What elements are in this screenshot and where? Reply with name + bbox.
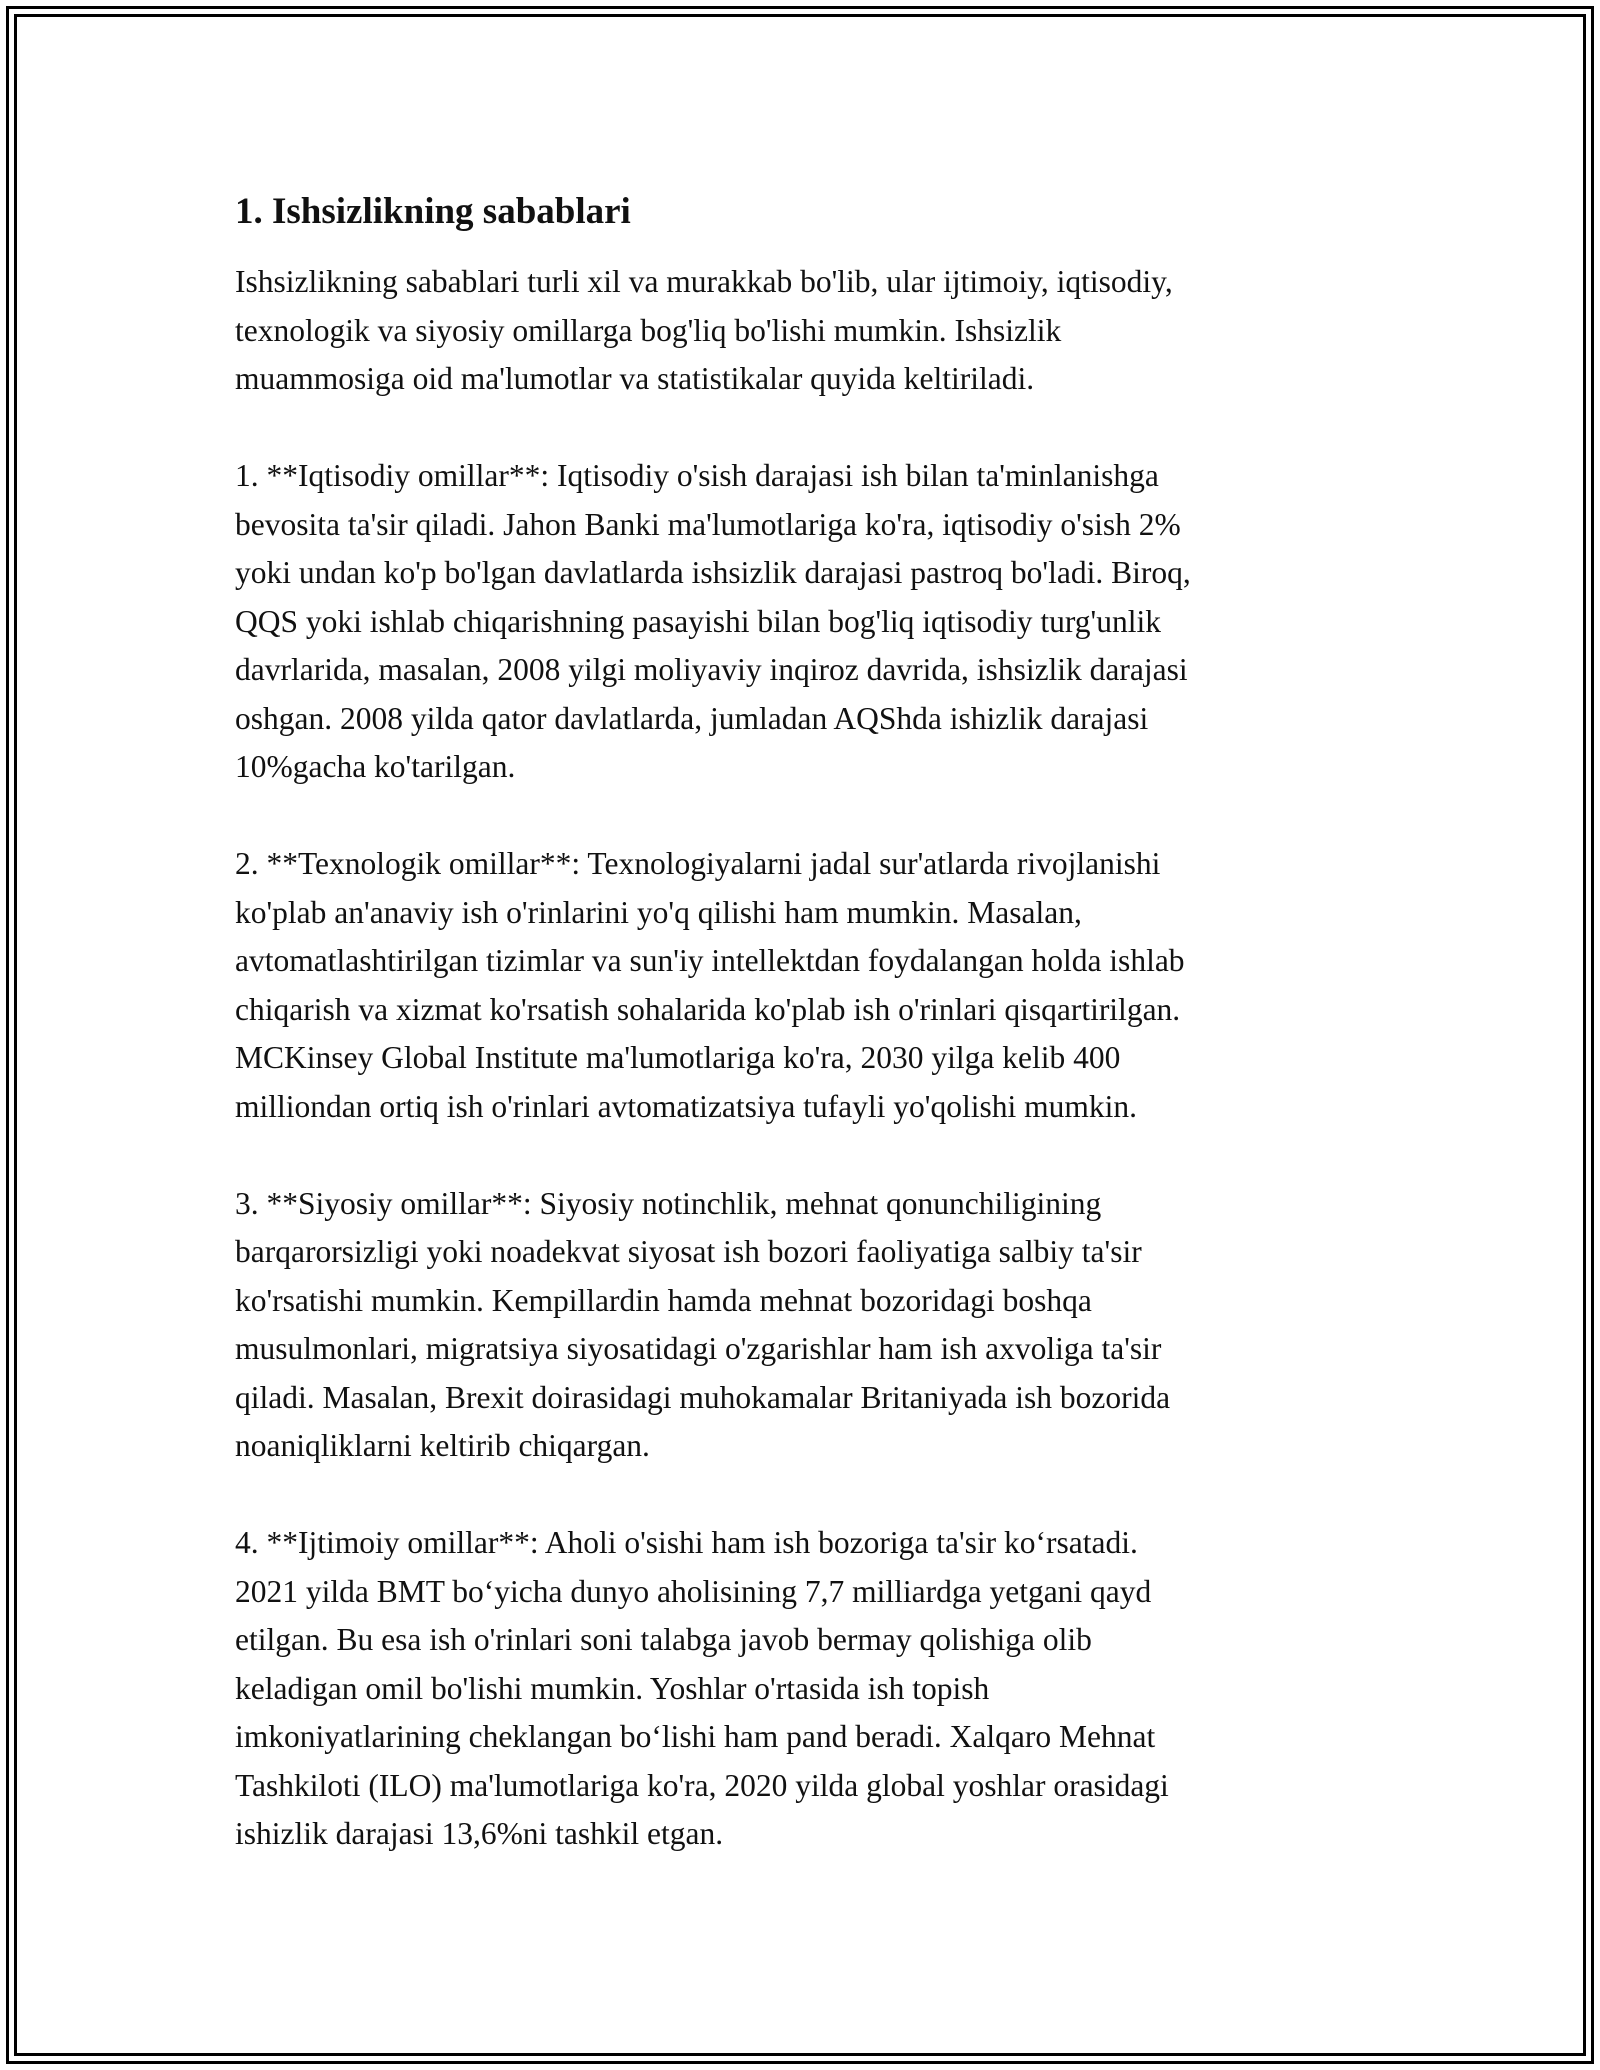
text-line: 1. **Iqtisodiy omillar**: Iqtisodiy o'sish darajasi ish bilan ta'minlanishga: [235, 458, 1159, 493]
text-line: barqarorsizligi yoki noadekvat siyosat ish bozori faoliyatiga salbiy ta'sir: [235, 1234, 1142, 1269]
text-line: QQS yoki ishlab chiqarishning pasayishi bilan bog'liq iqtisodiy turg'unlik: [235, 603, 1161, 639]
text-line: yoki undan ko'p bo'lgan davlatlarda ishsizlik darajasi pastroq bo'ladi. Biroq,: [235, 555, 1191, 590]
text-line: noaniqliklarni keltirib chiqargan.: [235, 1428, 650, 1463]
paragraph-4: [235, 1180, 1375, 1471]
paragraph-list: [235, 258, 1375, 1859]
text-line: etilgan. Bu esa ish o'rinlari soni talabga javob bermay qolishiga olib: [235, 1622, 1092, 1657]
text-line: oshgan. 2008 yilda qator davlatlarda, jumladan AQShda ishizlik darajasi: [235, 700, 1149, 736]
text-line: 2021 yilda BMT bo‘yicha dunyo aholisining 7,7 milliardga yetgani qayd: [235, 1573, 1152, 1609]
text-line: texnologik va siyosiy omillarga bog'liq bo'lishi mumkin. Ishsizlik: [235, 312, 1062, 348]
text-line: ishizlik darajasi 13,6%ni tashkil etgan.: [235, 1816, 724, 1851]
paragraph-1: [235, 258, 1375, 404]
text-line: MCKinsey Global Institute ma'lumotlariga ko'ra, 2030 yilga kelib 400: [235, 1040, 1121, 1075]
paragraph-2: [235, 452, 1375, 792]
paragraph-5: [235, 1519, 1375, 1859]
text-line: milliondan ortiq ish o'rinlari avtomatizatsiya tufayli yo'qolishi mumkin.: [235, 1088, 1137, 1124]
text-line: 4. **Ijtimoiy omillar**: Aholi o'sishi ham ish bozoriga ta'sir ko‘rsatadi.: [235, 1525, 1138, 1560]
text-line: davrlarida, masalan, 2008 yilgi moliyaviy inqiroz davrida, ishsizlik darajasi: [235, 652, 1188, 687]
text-line: musulmonlari, migratsiya siyosatidagi o'zgarishlar ham ish axvoliga ta'sir: [235, 1331, 1162, 1366]
section-heading: 1. Ishsizlikning sabablari: [235, 191, 631, 232]
text-line: bevosita ta'sir qiladi. Jahon Banki ma'lumotlariga ko'ra, iqtisodiy o'sish 2%: [235, 506, 1181, 542]
text-line: keladigan omil bo'lishi mumkin. Yoshlar o'rtasida ish topish: [235, 1670, 990, 1706]
text-line: Tashkiloti (ILO) ma'lumotlariga ko'ra, 2020 yilda global yoshlar orasidagi: [235, 1767, 1169, 1803]
paragraph-3: [235, 840, 1375, 1131]
text-line: 2. **Texnologik omillar**: Texnologiyalarni jadal sur'atlarda rivojlanishi: [235, 846, 1161, 881]
text-line: imkoniyatlarining cheklangan bo‘lishi ham pand beradi. Xalqaro Mehnat: [235, 1719, 1156, 1754]
document-body: [235, 188, 1375, 1907]
text-line: 3. **Siyosiy omillar**: Siyosiy notinchlik, mehnat qonunchiligining: [235, 1185, 1102, 1221]
text-line: chiqarish va xizmat ko'rsatish sohalarida ko'plab ish o'rinlari qisqartirilgan.: [235, 991, 1181, 1027]
text-line: muammosiga oid ma'lumotlar va statistikalar quyida keltiriladi.: [235, 361, 1035, 396]
text-line: avtomatlashtirilgan tizimlar va sun'iy intellektdan foydalangan holda ishlab: [235, 943, 1185, 978]
text-line: ko'rsatishi mumkin. Kempillardin hamda mehnat bozoridagi boshqa: [235, 1282, 1092, 1318]
text-line: Ishsizlikning sabablari turli xil va murakkab bo'lib, ular ijtimoiy, iqtisodiy,: [235, 264, 1173, 299]
text-line: 10%gacha ko'tarilgan.: [235, 749, 516, 784]
text-line: ko'plab an'anaviy ish o'rinlarini yo'q qilishi ham mumkin. Masalan,: [235, 894, 1082, 930]
text-line: qiladi. Masalan, Brexit doirasidagi muhokamalar Britaniyada ish bozorida: [235, 1379, 1171, 1415]
